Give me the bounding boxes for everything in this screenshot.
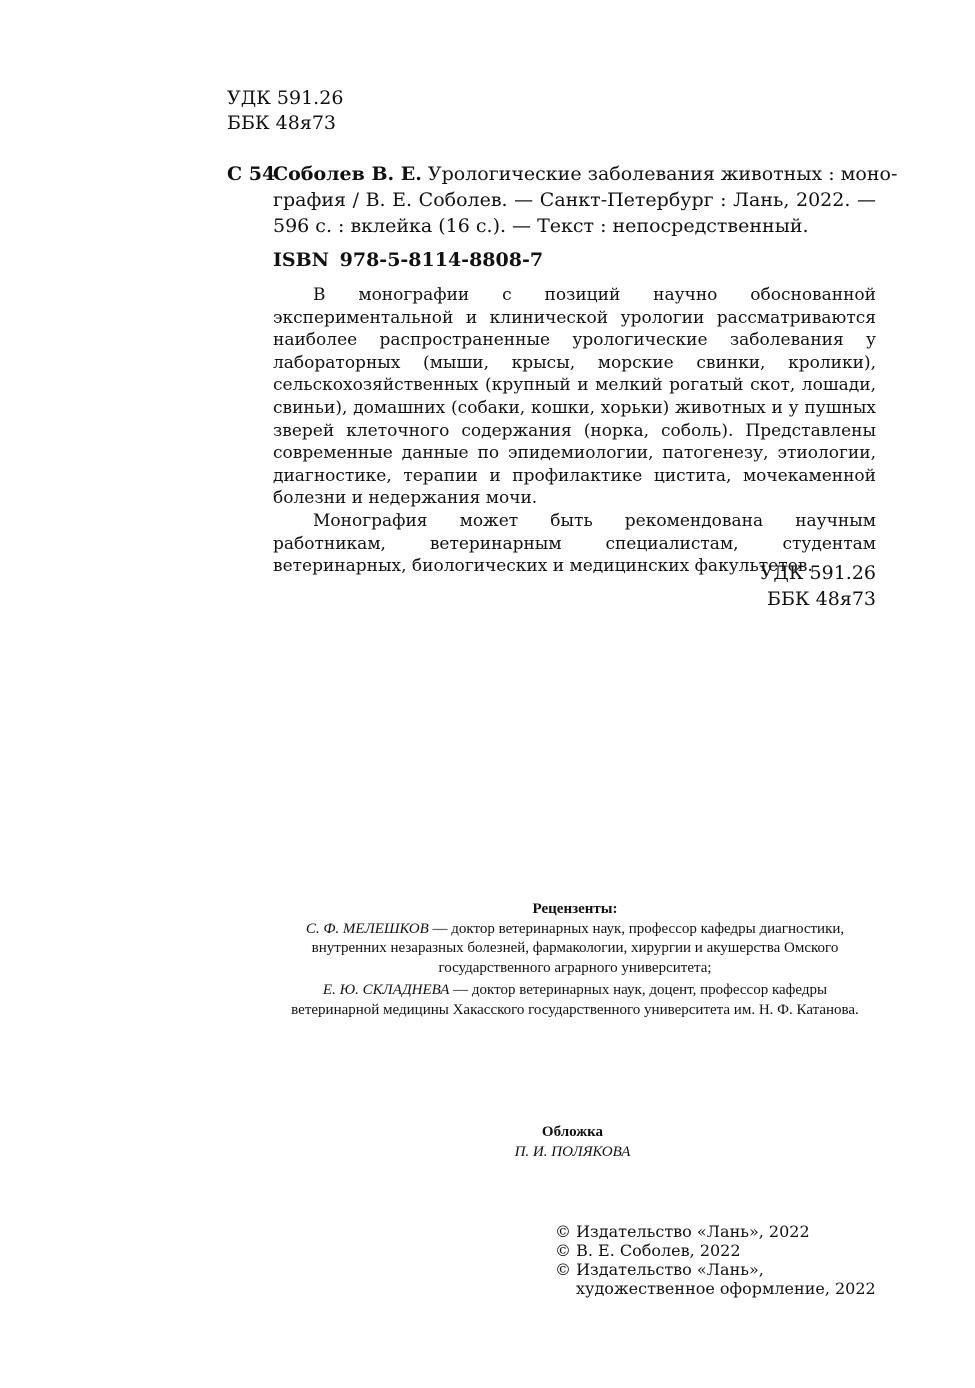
biblio-title: Урологические заболевания животных : моно- [427,163,898,185]
biblio-line-1 [273,161,898,187]
bbk-code: ББК 48я73 [227,112,337,134]
udk-code: УДК 591.26 [227,87,344,109]
reviewers-title: Рецензенты: [532,901,618,917]
reviewer-2-name: Е. Ю. СКЛАДНЕВА [322,982,450,998]
reviewer-2-text: — доктор ветеринарных наук, доцент, профессор кафедры ветеринарной медицины Хакасского государственного университета им. Н. Ф. Катанова. [291,982,859,1018]
abstract-paragraph-1: В монографии с позиций научно обоснованной экспериментальной и клинической урологии рассматриваются наиболее распространенные урологические заболевания у лабораторных (мыши, крысы, морские свинки, кролики), сельскохозяйственных (крупный и мелкий рогатый скот, лошади, свиньи), домашних (собаки, кошки, хорьки) животных и у пушных зверей клеточного содержания (норка, соболь). Представлены современные данные по эпидемиологии, патогенезу, этиологии, диагностике, терапии и профилактике цистита, мочекаменной болезни и недержания мочи. [273,285,876,509]
reviewer-1 [290,920,860,979]
classification-block-bottom [760,560,876,612]
bbk-code-bottom: ББК 48я73 [766,588,876,610]
reviewer-1-name: С. Ф. МЕЛЕШКОВ [305,920,429,937]
reviewers-block [290,900,860,1020]
cover-title: Обложка [541,1124,604,1140]
cover-artist: П. И. ПОЛЯКОВА [514,1144,631,1160]
copyright-block [555,1222,876,1298]
copyright-line-1: © Издательство «Лань», 2022 [555,1222,810,1241]
abstract [273,284,876,578]
abstract-paragraph-2: Монография может быть рекомендована научным работникам, ветеринарным специалистам, студентам ветеринарных, биологических и медицинских факультетов. [273,510,876,577]
reviewer-2 [290,981,860,1020]
biblio-line-2: графия / В. Е. Соболев. — Санкт-Петербург : Лань, 2022. — [273,189,876,211]
copyright-line-2: © В. Е. Соболев, 2022 [555,1241,741,1260]
classification-block-top [227,86,343,136]
cover-credit [400,1122,745,1162]
bibliographic-record [273,161,898,239]
author-name: Соболев В. Е. [273,163,422,185]
udk-code-bottom: УДК 591.26 [759,562,876,584]
reviewer-1-text: — доктор ветеринарных наук, профессор кафедры диагностики, внутренних незаразных болезней, фармакологии, хирургии и акушерства Омского государственного аграрного университета; [311,920,845,976]
author-cipher: С 54 [227,163,276,185]
biblio-line-3: 596 с. : вклейка (16 с.). — Текст : непосредственный. [273,215,809,237]
copyright-line-3: © Издательство «Лань», [555,1260,764,1279]
isbn: ISBN 978-5-8114-8808-7 [273,249,544,271]
copyright-line-4: художественное оформление, 2022 [576,1279,876,1298]
